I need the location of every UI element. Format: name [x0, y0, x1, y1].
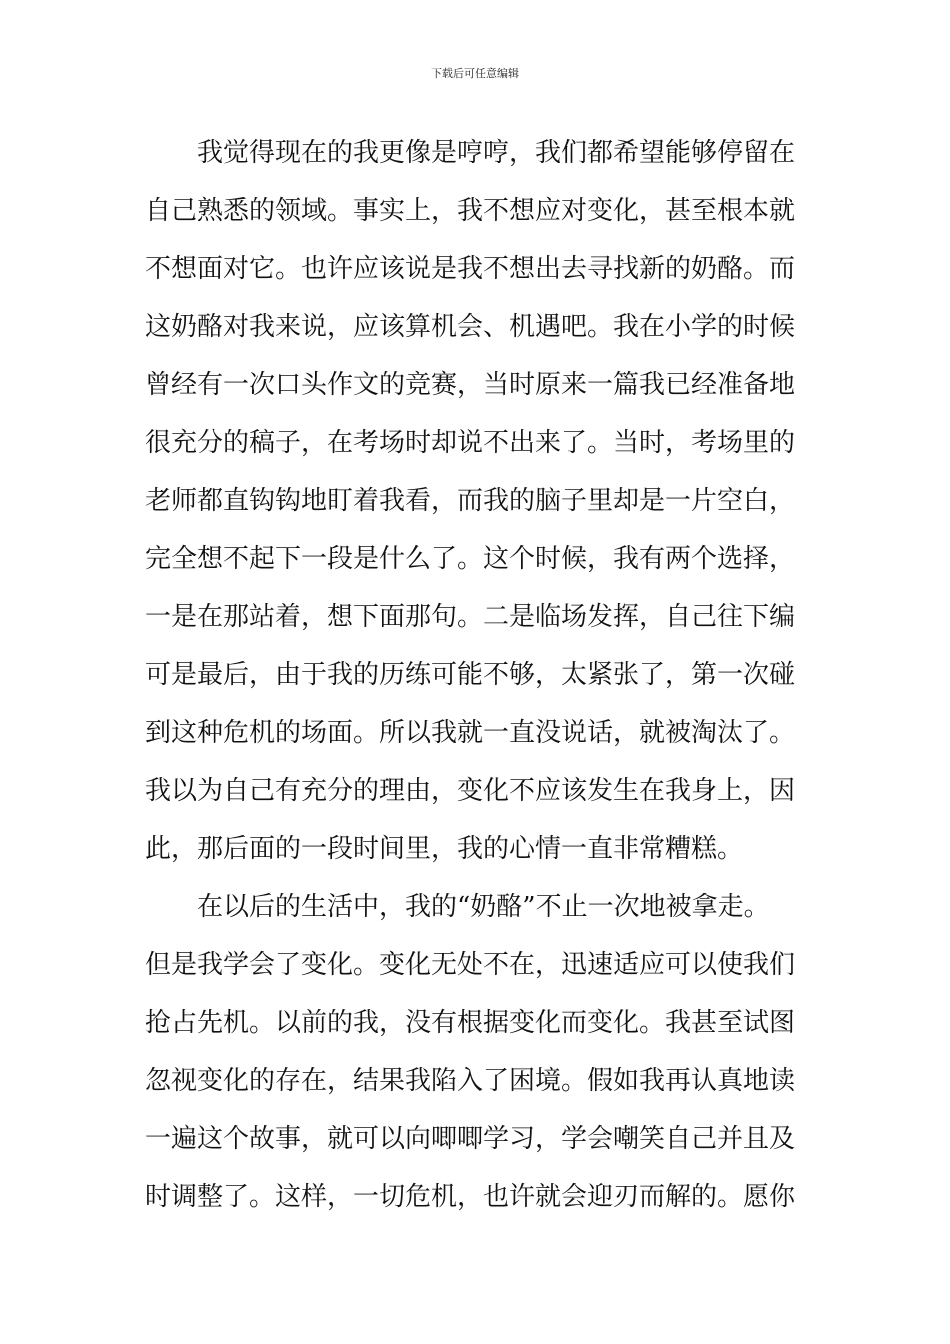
text-line: 自己熟悉的领域。事实上，我不想应对变化，甚至根本就 [145, 196, 796, 226]
text-line: 曾经有一次口头作文的竞赛，当时原来一篇我已经准备地 [145, 370, 796, 400]
text-line: 很充分的稿子，在考场时却说不出来了。当时，考场里的 [145, 428, 796, 458]
text-line: 我觉得现在的我更像是哼哼，我们都希望能够停留在 [197, 138, 796, 168]
body-text [145, 131, 810, 1233]
text-line: 一是在那站着，想下面那句。二是临场发挥，自己往下编 [145, 602, 796, 632]
page-header: 下载后可任意编辑 [431, 67, 519, 80]
text-line: 抢占先机。以前的我，没有根据变化而变化。我甚至试图 [145, 1008, 796, 1038]
text-line: 一遍这个故事，就可以向唧唧学习，学会嘲笑自己并且及 [145, 1124, 796, 1154]
text-line: 在以后的生活中，我的“奶酪”不止一次地被拿走。 [197, 892, 770, 922]
text-line: 完全想不起下一段是什么了。这个时候，我有两个选择， [145, 544, 796, 574]
text-line: 忽视变化的存在，结果我陷入了困境。假如我再认真地读 [145, 1066, 796, 1096]
text-line: 此，那后面的一段时间里，我的心情一直非常糟糕。 [145, 834, 744, 864]
text-line: 到这种危机的场面。所以我就一直没说话，就被淘汰了。 [145, 718, 796, 748]
text-line: 时调整了。这样，一切危机，也许就会迎刃而解的。愿你 [145, 1182, 796, 1212]
text-line: 这奶酪对我来说，应该算机会、机遇吧。我在小学的时候 [145, 312, 796, 342]
text-line: 我以为自己有充分的理由，变化不应该发生在我身上，因 [145, 776, 796, 806]
text-line: 但是我学会了变化。变化无处不在，迅速适应可以使我们 [145, 950, 796, 980]
text-line: 老师都直钩钩地盯着我看，而我的脑子里却是一片空白， [145, 486, 796, 516]
text-line: 可是最后，由于我的历练可能不够，太紧张了，第一次碰 [145, 660, 796, 690]
text-line: 不想面对它。也许应该说是我不想出去寻找新的奶酪。而 [145, 254, 796, 284]
